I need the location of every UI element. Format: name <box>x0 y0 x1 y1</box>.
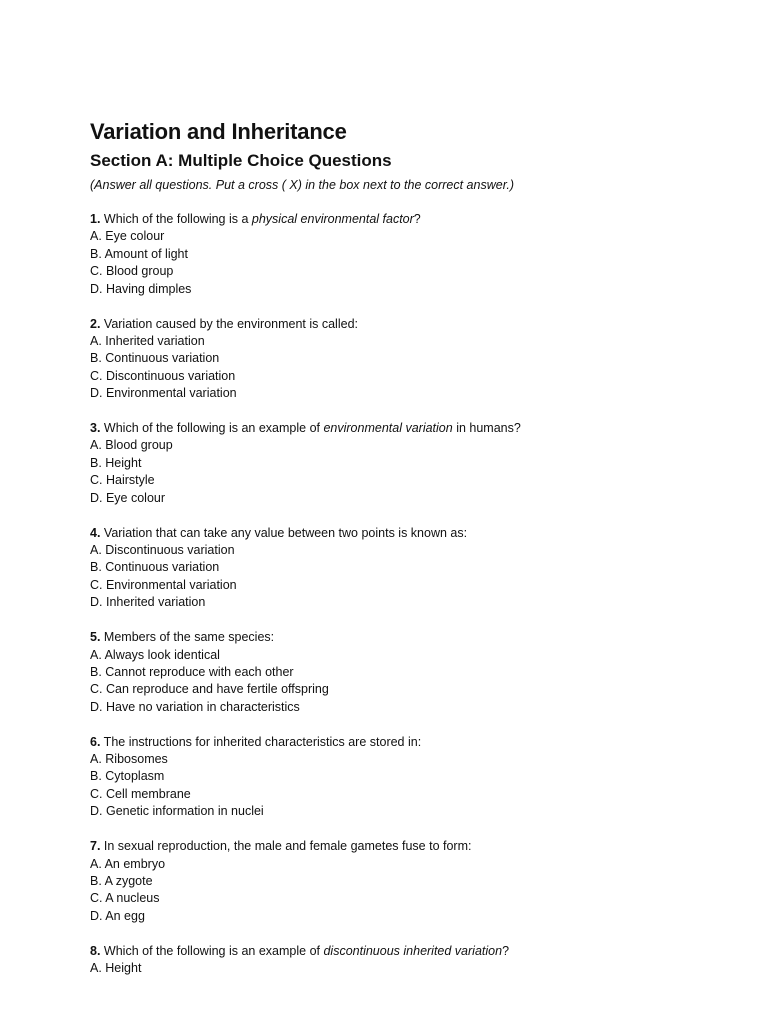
answer-option[interactable]: A. An embryo <box>90 856 166 871</box>
question-emphasis: environmental variation <box>323 421 453 436</box>
question-stem: In sexual reproduction, the male and female gametes fuse to form: <box>100 839 472 854</box>
answer-option[interactable]: A. Discontinuous variation <box>90 543 235 557</box>
question-6 <box>90 734 730 821</box>
answer-option[interactable]: D. Have no variation in characteristics <box>90 699 300 714</box>
answer-option[interactable]: B. Height <box>90 455 142 470</box>
answer-option[interactable]: D. An egg <box>90 908 145 923</box>
question-stem: Variation that can take any value between two points is known as: <box>100 525 468 540</box>
answer-option[interactable]: B. A zygote <box>90 874 153 888</box>
question-text <box>90 211 730 228</box>
question-4 <box>90 525 730 612</box>
answer-option[interactable]: C. Discontinuous variation <box>90 368 236 383</box>
question-stem: Variation caused by the environment is called: <box>100 316 358 331</box>
answer-option[interactable]: C. Hairstyle <box>90 473 155 488</box>
document-title: Variation and Inheritance <box>90 119 347 144</box>
question-number: 6. <box>90 734 101 749</box>
question-stem: Which of the following is a <box>100 212 252 226</box>
answer-option[interactable]: A. Blood group <box>90 438 173 453</box>
answer-option[interactable]: B. Amount of light <box>90 246 188 261</box>
question-list <box>90 211 730 978</box>
question-text <box>90 525 730 542</box>
answer-option[interactable]: C. Blood group <box>90 264 174 279</box>
question-emphasis: physical environmental factor <box>251 212 414 226</box>
answer-option[interactable]: B. Continuous variation <box>90 351 220 366</box>
answer-option[interactable]: C. Can reproduce and have fertile offspring <box>90 682 329 697</box>
answer-option[interactable]: C. A nucleus <box>90 891 160 906</box>
question-text <box>90 943 730 960</box>
question-1 <box>90 211 730 298</box>
question-stem: Which of the following is an example of <box>100 421 324 436</box>
answer-option[interactable]: A. Inherited variation <box>90 333 205 348</box>
question-number: 7. <box>90 839 101 854</box>
question-emphasis: discontinuous inherited variation <box>323 943 503 958</box>
answer-option[interactable]: D. Environmental variation <box>90 386 237 401</box>
question-stem-end: ? <box>502 943 510 958</box>
answer-option[interactable]: A. Always look identical <box>90 647 220 662</box>
section-title: Section A: Multiple Choice Questions <box>90 151 392 170</box>
question-3 <box>90 420 730 507</box>
answer-option[interactable]: B. Continuous variation <box>90 560 220 575</box>
question-stem: The instructions for inherited characteristics are stored in: <box>100 734 422 749</box>
question-7 <box>90 838 730 925</box>
question-number: 4. <box>90 525 101 540</box>
question-text <box>90 838 730 855</box>
question-number: 1. <box>90 212 101 226</box>
question-stem-end: in humans? <box>452 421 521 436</box>
answer-option[interactable]: A. Height <box>90 961 142 976</box>
answer-option[interactable]: D. Eye colour <box>90 490 166 505</box>
question-number: 5. <box>90 630 101 645</box>
document-page <box>90 117 730 995</box>
question-5 <box>90 629 730 716</box>
answer-option[interactable]: A. Eye colour <box>90 229 165 244</box>
question-stem-end: ? <box>413 212 421 226</box>
question-stem: Which of the following is an example of <box>100 943 324 958</box>
question-2 <box>90 316 730 403</box>
answer-option[interactable]: C. Environmental variation <box>90 577 237 592</box>
answer-option[interactable]: A. Ribosomes <box>90 752 168 767</box>
question-number: 8. <box>90 943 101 958</box>
answer-option[interactable]: B. Cytoplasm <box>90 769 165 784</box>
question-text <box>90 316 730 333</box>
question-number: 3. <box>90 421 101 436</box>
question-8 <box>90 943 730 978</box>
answer-option[interactable]: D. Having dimples <box>90 281 192 296</box>
question-text <box>90 420 730 437</box>
answer-option[interactable]: D. Inherited variation <box>90 595 206 610</box>
instructions-text: (Answer all questions. Put a cross ( X) in the box next to the correct answer.) <box>90 178 515 192</box>
answer-option[interactable]: D. Genetic information in nuclei <box>90 804 264 819</box>
answer-option[interactable]: B. Cannot reproduce with each other <box>90 664 294 679</box>
question-number: 2. <box>90 316 101 331</box>
question-text <box>90 734 730 751</box>
question-stem: Members of the same species: <box>100 630 275 645</box>
answer-option[interactable]: C. Cell membrane <box>90 786 191 801</box>
question-text <box>90 629 730 646</box>
